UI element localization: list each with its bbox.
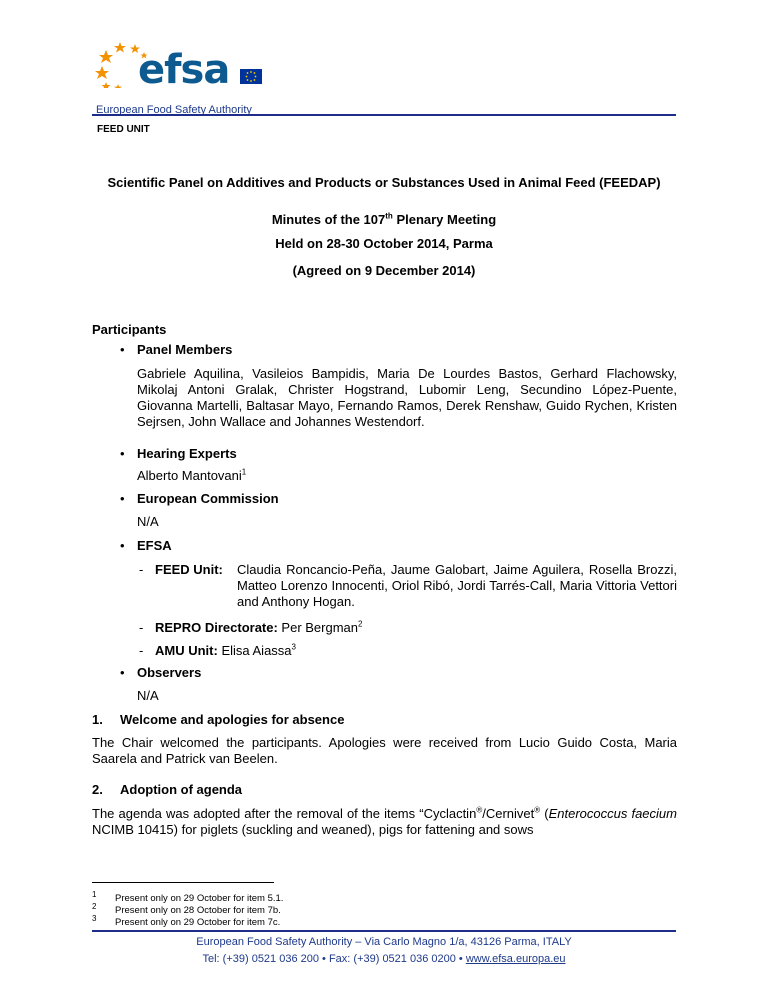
footnote-rule (92, 882, 274, 883)
panel-title: Scientific Panel on Additives and Products or Substances Used in Animal Feed (FEEDAP) (107, 175, 661, 190)
logo-wordmark: efsa (138, 47, 230, 93)
panel-members-list: Gabriele Aquilina, Vasileios Bampidis, Maria De Lourdes Bastos, Gerhard Flachowsky, Mikolaj Antoni Gralak, Christer Hogstrand, Lubomir Leng, Secundino López-Puente, Giovanna Martelli, Baltasar Mayo, Fernando Ramos, Derek Renshaw, Guido Rychen, Kristen Sejrsen, John Wallace and Johannes Westendorf. (137, 366, 677, 429)
hearing-experts-title: Hearing Experts (137, 446, 237, 461)
observers-value: N/A (137, 688, 159, 703)
section-2-number: 2. (92, 782, 103, 797)
footer-rule (92, 930, 676, 932)
eu-flag-icon (240, 69, 262, 84)
commission-title: European Commission (137, 491, 279, 506)
repro-line: REPRO Directorate: Per Bergman$^2$ (155, 619, 363, 635)
section-2-title: Adoption of agenda (120, 782, 243, 797)
agreed-date: (Agreed on 9 December 2014) (292, 263, 476, 278)
logo-tagline: European Food Safety Authority (96, 104, 252, 116)
footer-contact: Tel: (+39) 0521 036 200 • Fax: (+39) 0521 036 0200 • www.efsa.europa.eu (202, 953, 566, 965)
header-rule (92, 114, 676, 116)
panel-members-title: Panel Members (137, 342, 233, 357)
section-1-text: The Chair welcomed the participants. Apologies were received from Lucio Guido Costa, Maria Saarela and Patrick van Beelen. (92, 735, 677, 766)
bullet: • (120, 538, 125, 553)
minutes-title: Minutes of the 107th Plenary Meeting (271, 211, 497, 227)
feed-unit-members: Claudia Roncancio-Peña, Jaume Galobart, Jaime Aguilera, Rosella Brozzi, Matteo Lorenzo Innocenti, Oriol Ribó, Jordi Tarrés-Call, Maria Vittoria Vettori and Anthony Hogan. (237, 562, 677, 609)
bullet: • (120, 665, 125, 680)
commission-value: N/A (137, 514, 159, 529)
section-2-text: The agenda was adopted after the removal of the items “Cyclactin®/Cernivet® (Enterococcus faecium NCIMB 10415) for piglets (suckling and weaned), pigs for fattening and sows (92, 805, 677, 837)
hearing-experts-list: Alberto Mantovani$^1$ (137, 467, 247, 483)
unit-label: FEED UNIT (97, 124, 150, 135)
bullet: • (120, 342, 125, 357)
bullet: • (120, 446, 125, 461)
section-1-title: Welcome and apologies for absence (120, 712, 345, 727)
bullet: • (120, 491, 125, 506)
efsa-title: EFSA (137, 538, 172, 553)
feed-unit-label: FEED Unit: (155, 562, 223, 577)
participants-heading: Participants (92, 322, 167, 337)
section-1-number: 1. (92, 712, 103, 727)
efsa-logo (92, 38, 282, 118)
observers-title: Observers (137, 665, 202, 680)
dash: - (139, 643, 144, 658)
footer-address: European Food Safety Authority – Via Carlo Magno 1/a, 43126 Parma, ITALY (196, 936, 572, 948)
dash: - (139, 620, 144, 635)
dash: - (139, 562, 144, 577)
amu-line: AMU Unit: Elisa Aiassa$^3$ (155, 642, 296, 658)
website-link[interactable]: www.efsa.europa.eu (465, 953, 566, 965)
meeting-dates: Held on 28-30 October 2014, Parma (275, 236, 493, 251)
